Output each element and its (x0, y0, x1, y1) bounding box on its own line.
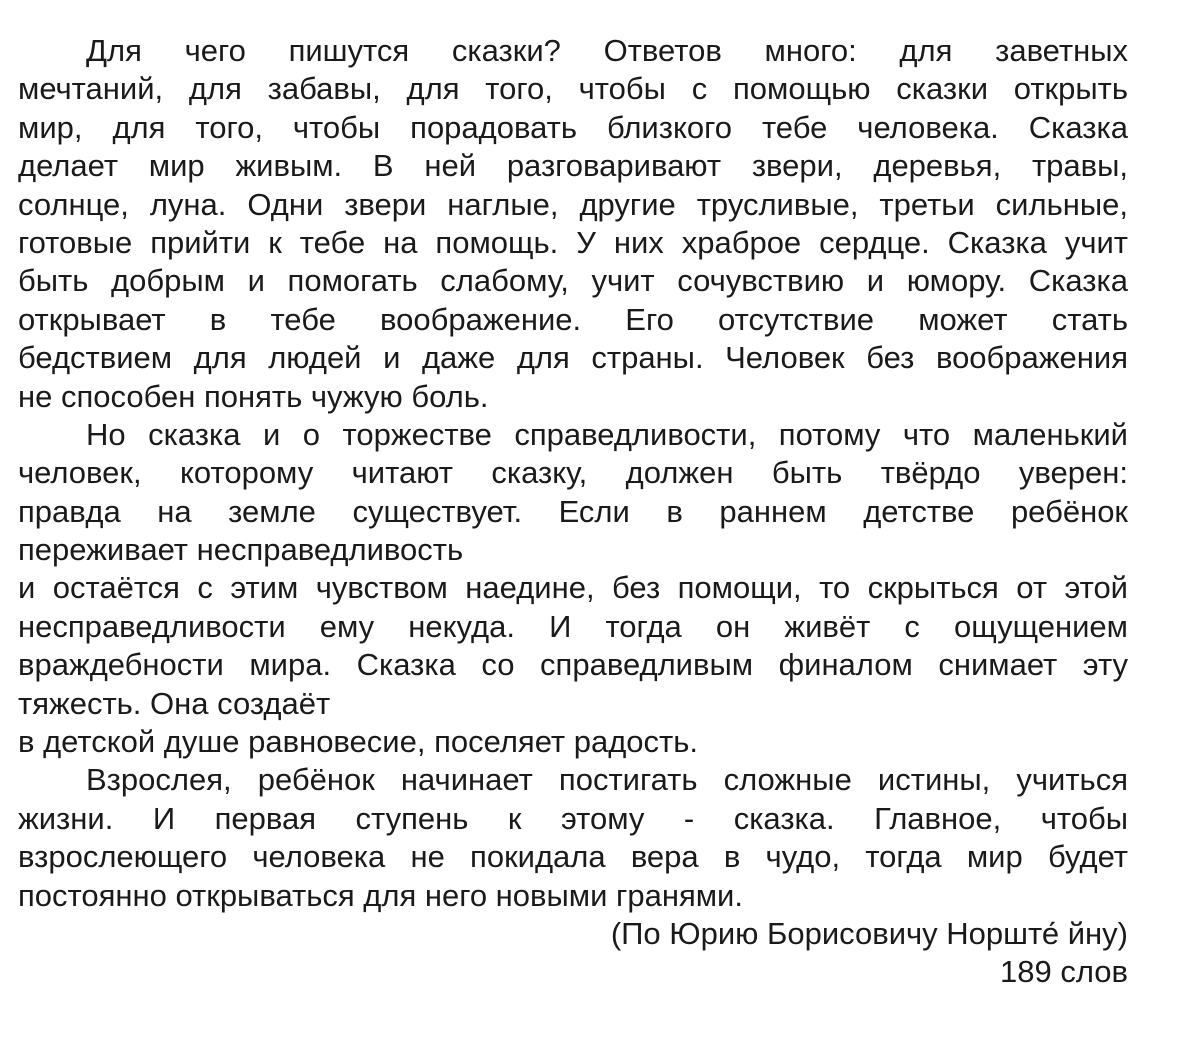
text-line: не способен понять чужую боль. (18, 378, 489, 414)
paragraph-2 (18, 416, 1128, 762)
text-line: жизни. И первая ступень к этому - сказка. Главное, чтобы (18, 800, 1128, 836)
text-line: взрослеющего человека не покидала вера в чудо, тогда мир будет (18, 839, 1128, 875)
text-line: открывает в тебе воображение. Его отсутствие может стать (18, 301, 1128, 337)
text-line: делает мир живым. В ней разговаривают звери, деревья, травы, (18, 148, 1128, 184)
text-line: и остаётся с этим чувством наедине, без помощи, то скрыться от этой (18, 570, 1128, 606)
paragraph-3 (18, 761, 1128, 915)
document-page (18, 32, 1128, 992)
text-line: переживает несправедливость (18, 532, 464, 568)
word-count: 189 слов (1000, 954, 1128, 990)
text-line: враждебности мира. Сказка со справедливым финалом снимает эту (18, 647, 1128, 683)
text-line: тяжесть. Она создаёт (18, 685, 331, 721)
text-line: несправедливости ему некуда. И тогда он живёт с ощущением (18, 608, 1128, 644)
text-line: мир, для того, чтобы порадовать близкого тебе человека. Сказка (18, 109, 1128, 145)
attribution: (По Юрию Борисовичу Норште́ йну) (610, 915, 1128, 951)
text-line: Но сказка и о торжестве справедливости, потому что маленький (86, 416, 1128, 452)
text-line: солнце, луна. Одни звери наглые, другие трусливые, третьи сильные, (18, 186, 1128, 222)
text-line: Для чего пишутся сказки? Ответов много: для заветных (86, 33, 1128, 68)
text-line: человек, которому читают сказку, должен быть твёрдо уверен: (18, 455, 1128, 491)
text-line: готовые прийти к тебе на помощь. У них храброе сердце. Сказка учит (18, 224, 1128, 260)
text-line: быть добрым и помогать слабому, учит сочувствию и юмору. Сказка (18, 263, 1128, 299)
text-line: бедствием для людей и даже для страны. Человек без воображения (18, 340, 1128, 376)
paragraph-1 (18, 32, 1128, 416)
text-line: в детской душе равновесие, поселяет радость. (18, 724, 698, 760)
text-line: мечтаний, для забавы, для того, чтобы с помощью сказки открыть (18, 71, 1128, 107)
text-line: постоянно открываться для него новыми гранями. (18, 877, 743, 913)
text-line: Взрослея, ребёнок начинает постигать сложные истины, учиться (86, 762, 1128, 798)
text-line: правда на земле существует. Если в раннем детстве ребёнок (18, 493, 1128, 529)
